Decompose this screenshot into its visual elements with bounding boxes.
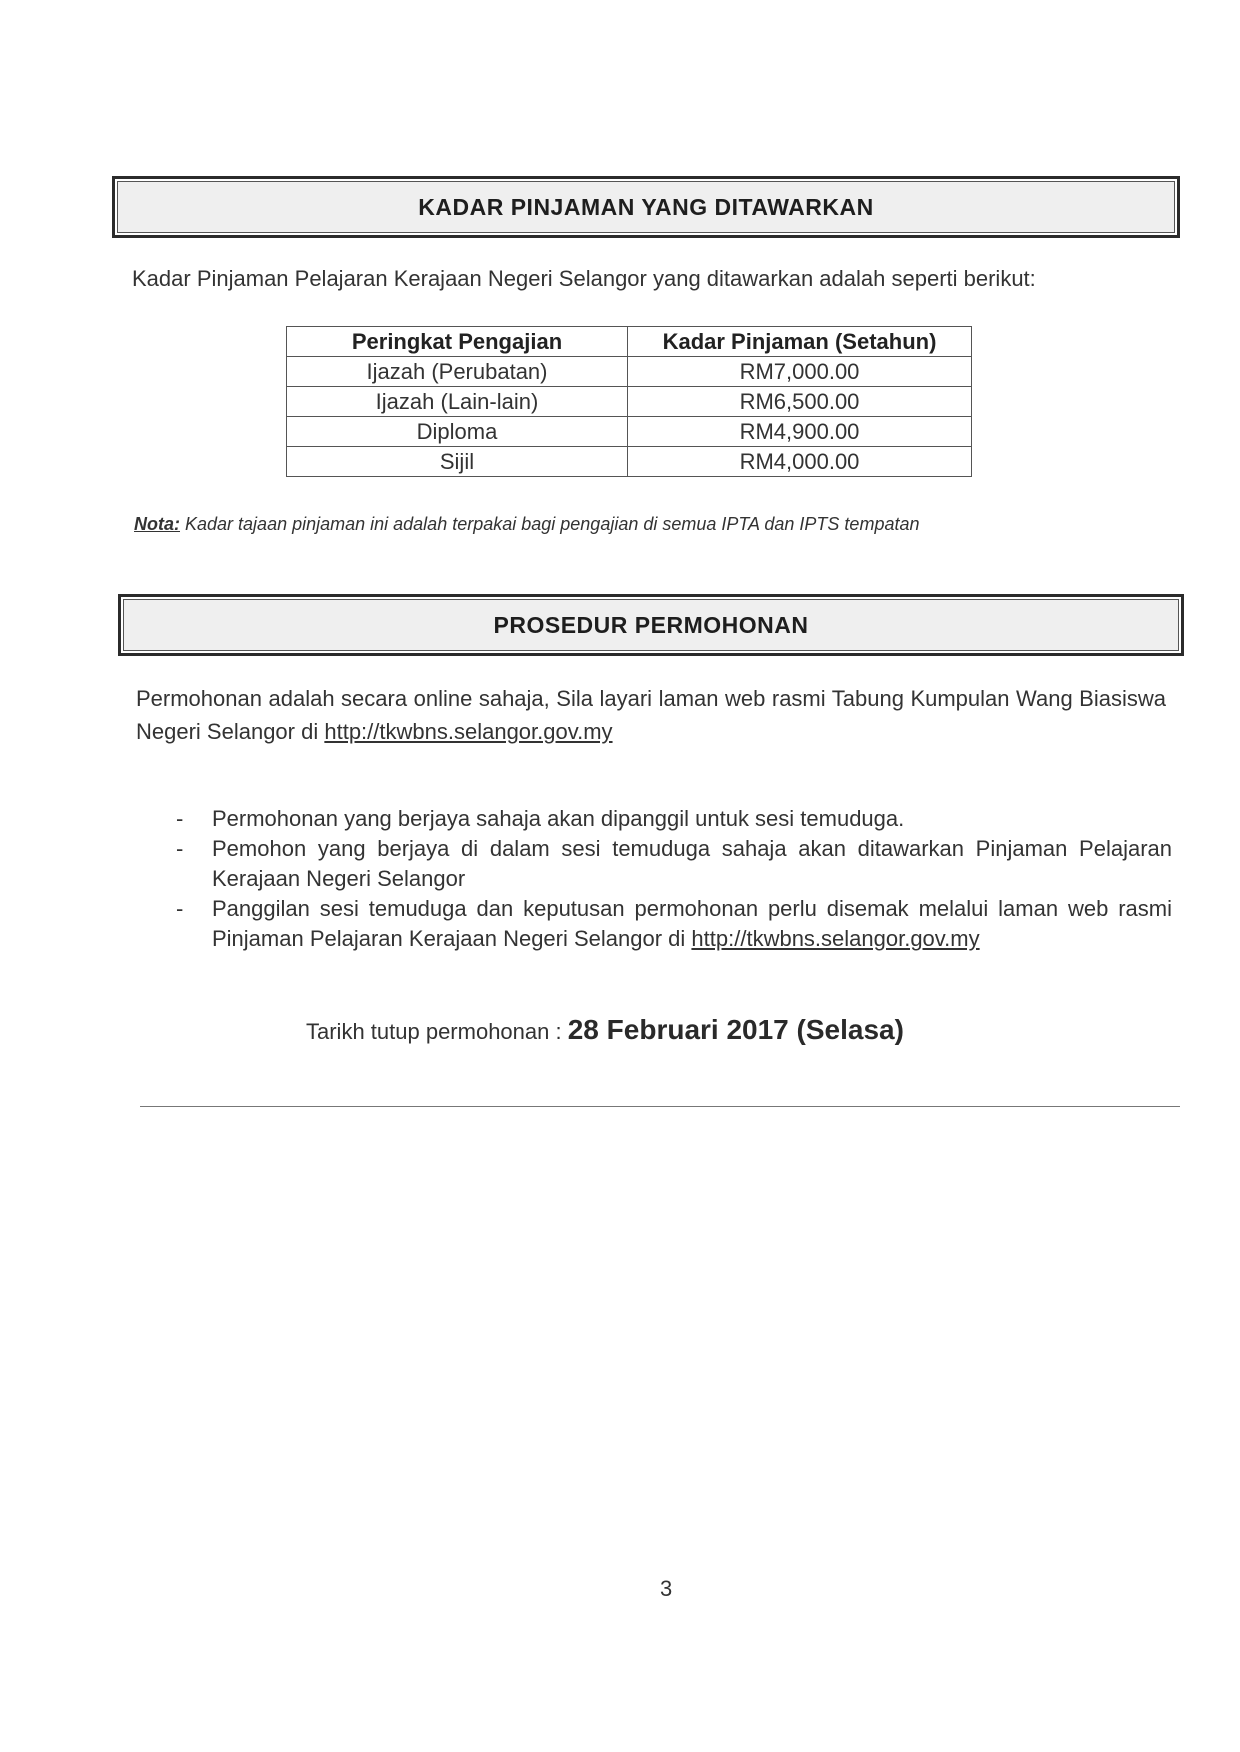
procedure-website-link[interactable]: http://tkwbns.selangor.gov.my — [324, 719, 613, 744]
rates-intro-content: Kadar Pinjaman Pelajaran Kerajaan Negeri Selangor yang ditawarkan adalah seperti berikut: — [132, 266, 1036, 291]
table-cell-level: Diploma — [287, 417, 628, 447]
page-number: 3 — [660, 1576, 673, 1601]
rates-table-header-row — [287, 327, 972, 357]
closing-date-line — [306, 1014, 904, 1046]
procedure-section-title: PROSEDUR PERMOHONAN — [493, 611, 809, 638]
table-cell-amount: RM7,000.00 — [628, 357, 972, 387]
table-cell-amount: RM6,500.00 — [628, 387, 972, 417]
result-website-link[interactable]: http://tkwbns.selangor.gov.my — [691, 926, 980, 951]
table-row — [287, 387, 972, 417]
table-cell-amount: RM4,900.00 — [628, 417, 972, 447]
table-cell-level: Ijazah (Perubatan) — [287, 357, 628, 387]
list-dash: - — [176, 836, 184, 861]
rates-table — [286, 326, 972, 477]
rates-note — [134, 514, 1174, 535]
procedure-text — [136, 682, 1166, 748]
procedure-content: Permohonan adalah secara online sahaja, Sila layari laman web rasmi Tabung Kumpulan Wang Biasiswa Negeri Selangor di — [136, 686, 1166, 744]
list-item — [176, 894, 1172, 954]
table-row — [287, 357, 972, 387]
procedure-section-header — [118, 594, 1184, 656]
table-row — [287, 417, 972, 447]
rates-intro-text — [132, 262, 1162, 295]
list-item-text: Panggilan sesi temuduga dan keputusan permohonan perlu disemak melalui laman web rasmi Pinjaman Pelajaran Kerajaan Negeri Selangor di — [212, 896, 1172, 951]
closing-date-value: 28 Februari 2017 (Selasa) — [567, 1014, 904, 1045]
requirements-list — [176, 804, 1172, 954]
closing-label: Tarikh tutup permohonan : — [306, 1019, 562, 1044]
rates-section-title: KADAR PINJAMAN YANG DITAWARKAN — [418, 193, 874, 220]
list-item — [176, 834, 1172, 894]
rates-section-header — [112, 176, 1180, 238]
table-cell-level: Sijil — [287, 447, 628, 477]
list-item-text: Pemohon yang berjaya di dalam sesi temuduga sahaja akan ditawarkan Pinjaman Pelajaran Kerajaan Negeri Selangor — [212, 836, 1172, 891]
table-row — [287, 447, 972, 477]
note-label: Nota: — [134, 514, 180, 534]
column-header-level: Peringkat Pengajian — [287, 327, 628, 357]
list-dash: - — [176, 806, 184, 831]
list-item-text: Permohonan yang berjaya sahaja akan dipanggil untuk sesi temuduga. — [212, 806, 905, 831]
list-dash: - — [176, 896, 184, 921]
table-cell-level: Ijazah (Lain-lain) — [287, 387, 628, 417]
note-text: Kadar tajaan pinjaman ini adalah terpakai bagi pengajian di semua IPTA dan IPTS tempatan — [185, 514, 920, 534]
table-cell-amount: RM4,000.00 — [628, 447, 972, 477]
divider-line — [140, 1106, 1180, 1107]
list-item — [176, 804, 1172, 834]
column-header-amount: Kadar Pinjaman (Setahun) — [628, 327, 972, 357]
